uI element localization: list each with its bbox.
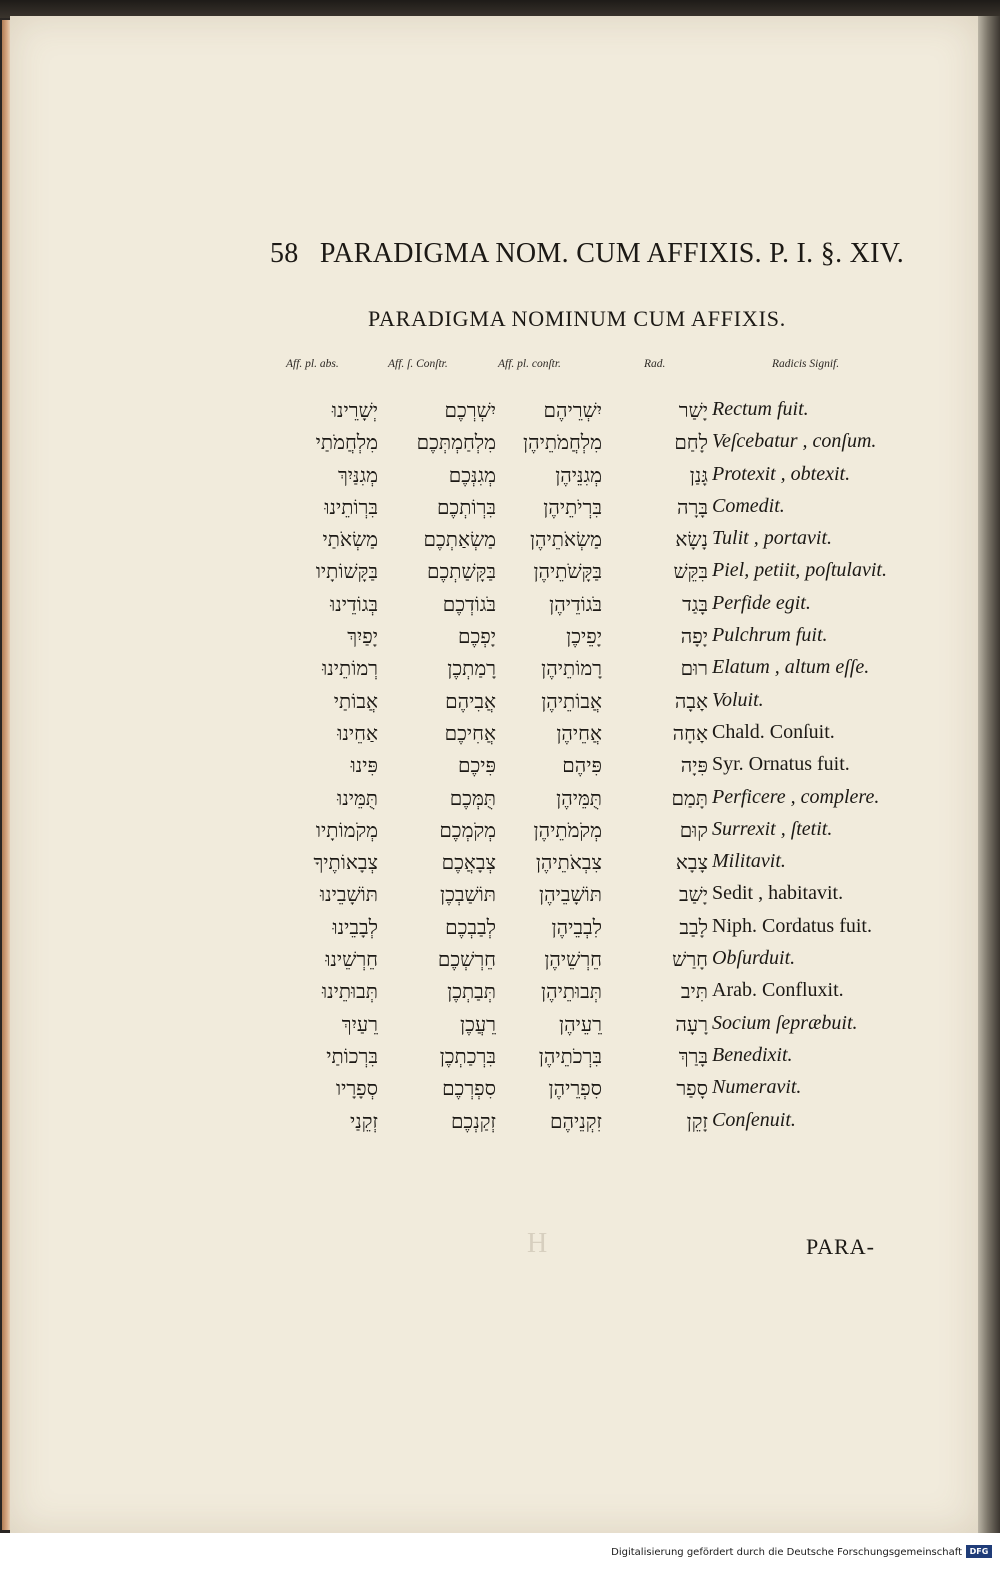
col-rad: Rad.	[644, 358, 666, 370]
table-row	[0, 590, 1000, 622]
aff-pl-constr-cell: יִשְׁרֵיהֶם	[543, 398, 602, 422]
paradigm-table	[0, 396, 1000, 1139]
aff-pl-abs-cell: תּוֹשָׁבֵינוּ	[320, 882, 378, 907]
signification-cell: Niph. Cordatus fuit.	[712, 914, 872, 937]
radix-cell: בָּרַךְ	[678, 1043, 708, 1068]
radix-cell: סָפַר	[676, 1076, 708, 1101]
table-row	[0, 719, 1000, 751]
aff-pl-abs-cell: אַחֵינוּ	[337, 720, 378, 745]
radix-cell: בָּרָה	[677, 494, 708, 519]
aff-pl-abs-cell: מִלְחֲמֹתַי	[315, 430, 378, 455]
radix-cell: תָּמַם	[671, 785, 708, 810]
aff-pl-constr-cell: פִּיהֶם	[562, 753, 602, 778]
radix-cell: רָעָה	[675, 1011, 708, 1036]
table-title: PARADIGMA NOMINUM CUM AFFIXIS.	[368, 306, 787, 331]
running-head	[270, 238, 940, 278]
col-aff-s-constr: Aff. ſ. Conſtr.	[388, 358, 448, 370]
aff-pl-abs-cell: סְפָרָיו	[335, 1076, 378, 1101]
aff-pl-abs-cell: מַשְׂאֹתַי	[322, 527, 378, 552]
radix-cell: בָּגַד	[682, 591, 708, 616]
aff-s-constr-cell: מַשְׂאַתְכֶם	[423, 527, 496, 552]
aff-pl-constr-cell: מְקֹמֹתֵיהֶן	[533, 817, 602, 842]
radix-cell: יָפָה	[680, 624, 708, 649]
signification-cell: Tulit , portavit.	[712, 527, 833, 550]
table-row	[0, 654, 1000, 686]
radix-cell: חָרַשׁ	[672, 947, 708, 972]
signification-cell: Voluit.	[712, 688, 764, 711]
aff-pl-abs-cell: יָפַיִךְ	[347, 624, 378, 649]
signification-cell: Perfide egit.	[712, 591, 811, 614]
aff-s-constr-cell: רֵעֲכֶן	[459, 1011, 496, 1036]
radix-cell: בִּקֵּשׁ	[673, 559, 708, 584]
radix-cell: נָשָׂא	[675, 527, 708, 552]
aff-s-constr-cell: מְגִנְּכֶם	[448, 462, 496, 487]
aff-pl-abs-cell: תֻּמֵּינוּ	[337, 785, 378, 810]
table-row	[0, 848, 1000, 880]
signification-cell: Militavit.	[712, 850, 786, 873]
signification-cell: Rectum fuit.	[712, 398, 809, 420]
table-row	[0, 1042, 1000, 1074]
table-row	[0, 945, 1000, 977]
signification-cell: Syr. Ornatus fuit.	[712, 753, 850, 776]
aff-s-constr-cell: תּוֹשַׁבְכֶן	[440, 882, 496, 907]
aff-pl-constr-cell: זִקְנֵיהֶם	[549, 1108, 602, 1133]
radix-cell: אָבָה	[674, 688, 708, 713]
signification-cell: Arab. Confluxit.	[712, 979, 844, 1002]
table-row	[0, 687, 1000, 719]
signification-cell: Sedit , habitavit.	[712, 882, 844, 905]
aff-pl-abs-cell: רְמוֹתֵינוּ	[322, 656, 378, 681]
aff-s-constr-cell: רָמַתְכֶן	[447, 656, 496, 681]
aff-pl-abs-cell: יְשָׁרֵינוּ	[331, 398, 378, 422]
radix-cell: תִּיב	[680, 979, 708, 1004]
col-aff-pl-abs: Aff. pl. abs.	[286, 358, 339, 370]
running-head-text: PARADIGMA NOM. CUM AFFIXIS. P. I. §. XIV.	[319, 238, 905, 269]
aff-pl-constr-cell: תְּבוּתֵיהֶן	[541, 979, 602, 1004]
signification-cell: Obſurduit.	[712, 947, 796, 970]
aff-pl-constr-cell: אֲחֵיהֶן	[556, 720, 602, 745]
radix-cell: אָחָה	[672, 720, 708, 745]
aff-pl-abs-cell: לְבָבֵינוּ	[332, 914, 378, 939]
aff-s-constr-cell: מִלְחַמְתְּכֶם	[416, 430, 496, 455]
page-number: 58	[270, 238, 299, 269]
aff-s-constr-cell: אֲחִיכֶם	[444, 720, 496, 745]
signification-cell: Perficere , complere.	[712, 785, 880, 808]
table-row	[0, 493, 1000, 525]
radix-cell: יָשַׁב	[678, 882, 708, 907]
table-row	[0, 1107, 1000, 1139]
signification-cell: Comedit.	[712, 494, 785, 517]
aff-pl-constr-cell: תּוֹשָׁבֵיהֶן	[539, 882, 602, 907]
table-row	[0, 525, 1000, 557]
footer-credit: Digitalisierung gefördert durch die Deutsche Forschungsgemeinschaft	[611, 1547, 962, 1558]
table-row	[0, 1074, 1000, 1106]
table-row	[0, 461, 1000, 493]
aff-s-constr-cell: בִּרְכַתְכֶן	[439, 1043, 496, 1068]
aff-pl-abs-cell: בְּגוֹדֵינוּ	[330, 591, 378, 616]
radix-cell: יָשַׁר	[678, 398, 708, 422]
aff-pl-abs-cell: מְגִנַּיִךְ	[337, 462, 378, 487]
aff-s-constr-cell: זְקַנְכֶם	[450, 1108, 496, 1133]
radix-cell: גָּנַן	[689, 462, 708, 487]
aff-s-constr-cell: יִשְׁרְכֶם	[444, 398, 496, 422]
table-row	[0, 428, 1000, 460]
aff-pl-abs-cell: חֵרְשֵׁינוּ	[325, 947, 378, 972]
aff-pl-abs-cell: בַּקָּשׁוֹתָיו	[315, 559, 378, 584]
aff-pl-abs-cell: אֲבוֹתַי	[333, 688, 378, 713]
aff-pl-constr-cell: סִפְרֵיהֶן	[548, 1076, 602, 1101]
col-aff-pl-constr: Aff. pl. conſtr.	[498, 358, 561, 370]
aff-s-constr-cell: תְּבַתְכֶן	[447, 979, 496, 1004]
signification-cell: Conſenuit.	[712, 1108, 796, 1131]
aff-pl-constr-cell: רֵעֵיהֶן	[559, 1011, 602, 1036]
aff-pl-constr-cell: תֻּמֵּיהֶן	[556, 785, 602, 810]
aff-pl-constr-cell: בִּרְיֹתֵיהֶן	[543, 494, 602, 519]
aff-pl-abs-cell: פִּינוּ	[350, 753, 378, 778]
aff-pl-constr-cell: לִבְבֵיהֶן	[551, 914, 602, 939]
signification-cell: Socium ſepræbuit.	[712, 1011, 858, 1034]
table-row	[0, 977, 1000, 1009]
table-row	[0, 913, 1000, 945]
signification-cell: Pulchrum fuit.	[712, 624, 828, 647]
table-row	[0, 784, 1000, 816]
aff-pl-constr-cell: בֹּגוֹדֵיהֶן	[549, 591, 602, 616]
catchword: PARA-	[806, 1234, 875, 1259]
radix-cell: רוּם	[680, 656, 708, 681]
aff-s-constr-cell: אֲבִיהֶם	[445, 688, 496, 713]
radix-cell: קוּם	[679, 817, 708, 842]
aff-pl-constr-cell: מִלְחֲמֹתֵיהֶן	[523, 430, 602, 455]
radix-cell: זָקֵן	[686, 1108, 708, 1133]
table-row	[0, 1010, 1000, 1042]
table-row	[0, 880, 1000, 912]
aff-s-constr-cell: מְקֹמְכֶם	[439, 817, 496, 842]
aff-pl-abs-cell: בִּרְכוֹתַי	[326, 1043, 378, 1068]
table-row	[0, 751, 1000, 783]
signature-mark: H	[527, 1228, 548, 1259]
signification-cell: Numeravit.	[712, 1076, 802, 1099]
aff-s-constr-cell: בֹּגוֹדְכֶם	[442, 591, 496, 616]
aff-s-constr-cell: פִּיכֶם	[458, 753, 496, 778]
aff-s-constr-cell: חֵרְשְׁכֶם	[437, 947, 496, 972]
signification-cell: Piel, petiit, poſtulavit.	[712, 559, 887, 582]
aff-s-constr-cell: לְבַבְכֶם	[445, 914, 496, 939]
aff-pl-abs-cell: תְּבוּתֵינוּ	[321, 979, 378, 1004]
table-row	[0, 396, 1000, 428]
aff-pl-abs-cell: בִּרְוֹתֵינוּ	[324, 494, 378, 519]
aff-s-constr-cell: צְבָאֲכֶם	[441, 850, 496, 875]
aff-pl-abs-cell: צְבָאוֹתֶיךָ	[313, 850, 378, 875]
signification-cell: Veſcebatur , conſum.	[712, 430, 877, 453]
aff-pl-constr-cell: חֵרְשֵׁיהֶן	[544, 947, 602, 972]
column-headers	[0, 358, 1000, 380]
table-row	[0, 557, 1000, 589]
aff-s-constr-cell: סִפְרְכֶם	[442, 1076, 496, 1101]
table-row	[0, 816, 1000, 848]
signification-cell: Elatum , altum eſſe.	[712, 656, 870, 679]
aff-s-constr-cell: בִּרְוֹתְכֶם	[436, 494, 496, 519]
aff-pl-constr-cell: מְגִנֵּיהֶן	[555, 462, 602, 487]
signification-cell: Protexit , obtexit.	[712, 462, 851, 485]
aff-pl-abs-cell: זְקֵנַי	[349, 1108, 378, 1133]
signification-cell: Chald. Conſuit.	[712, 720, 835, 743]
aff-s-constr-cell: יָפְכֶם	[458, 624, 496, 649]
radix-cell: לָבַב	[679, 914, 708, 939]
aff-pl-constr-cell: יָפֵיכֶן	[566, 624, 602, 649]
aff-pl-constr-cell: רָמוֹתֵיהֶן	[541, 656, 602, 681]
aff-pl-constr-cell: בַּקָּשֹׁתֵיהֶן	[533, 559, 602, 584]
signification-cell: Benedixit.	[712, 1043, 793, 1066]
signification-cell: Surrexit , ſtetit.	[712, 817, 833, 840]
aff-pl-abs-cell: מְקֹמוֹתָיו	[315, 817, 378, 842]
radix-cell: צָבָא	[675, 850, 708, 875]
radix-cell: פִּיָה	[680, 753, 708, 778]
aff-s-constr-cell: תֻּמְּכֶם	[449, 785, 496, 810]
radix-cell: לָחַם	[674, 430, 708, 455]
aff-pl-constr-cell: צִבְאֹתֵיהֶן	[535, 850, 602, 875]
aff-pl-constr-cell: אֲבוֹתֵיהֶן	[541, 688, 602, 713]
dfg-logo-icon: DFG	[966, 1545, 992, 1558]
aff-pl-constr-cell: בִּרְכֹתֵיהֶן	[538, 1043, 602, 1068]
aff-pl-abs-cell: רֵעַיִךְ	[341, 1011, 378, 1036]
aff-s-constr-cell: בַּקָּשַׁתְכֶם	[427, 559, 496, 584]
aff-pl-constr-cell: מַשְׂאֹתֵיהֶן	[529, 527, 602, 552]
table-row	[0, 622, 1000, 654]
col-radicis-signif: Radicis Signif.	[772, 358, 840, 370]
